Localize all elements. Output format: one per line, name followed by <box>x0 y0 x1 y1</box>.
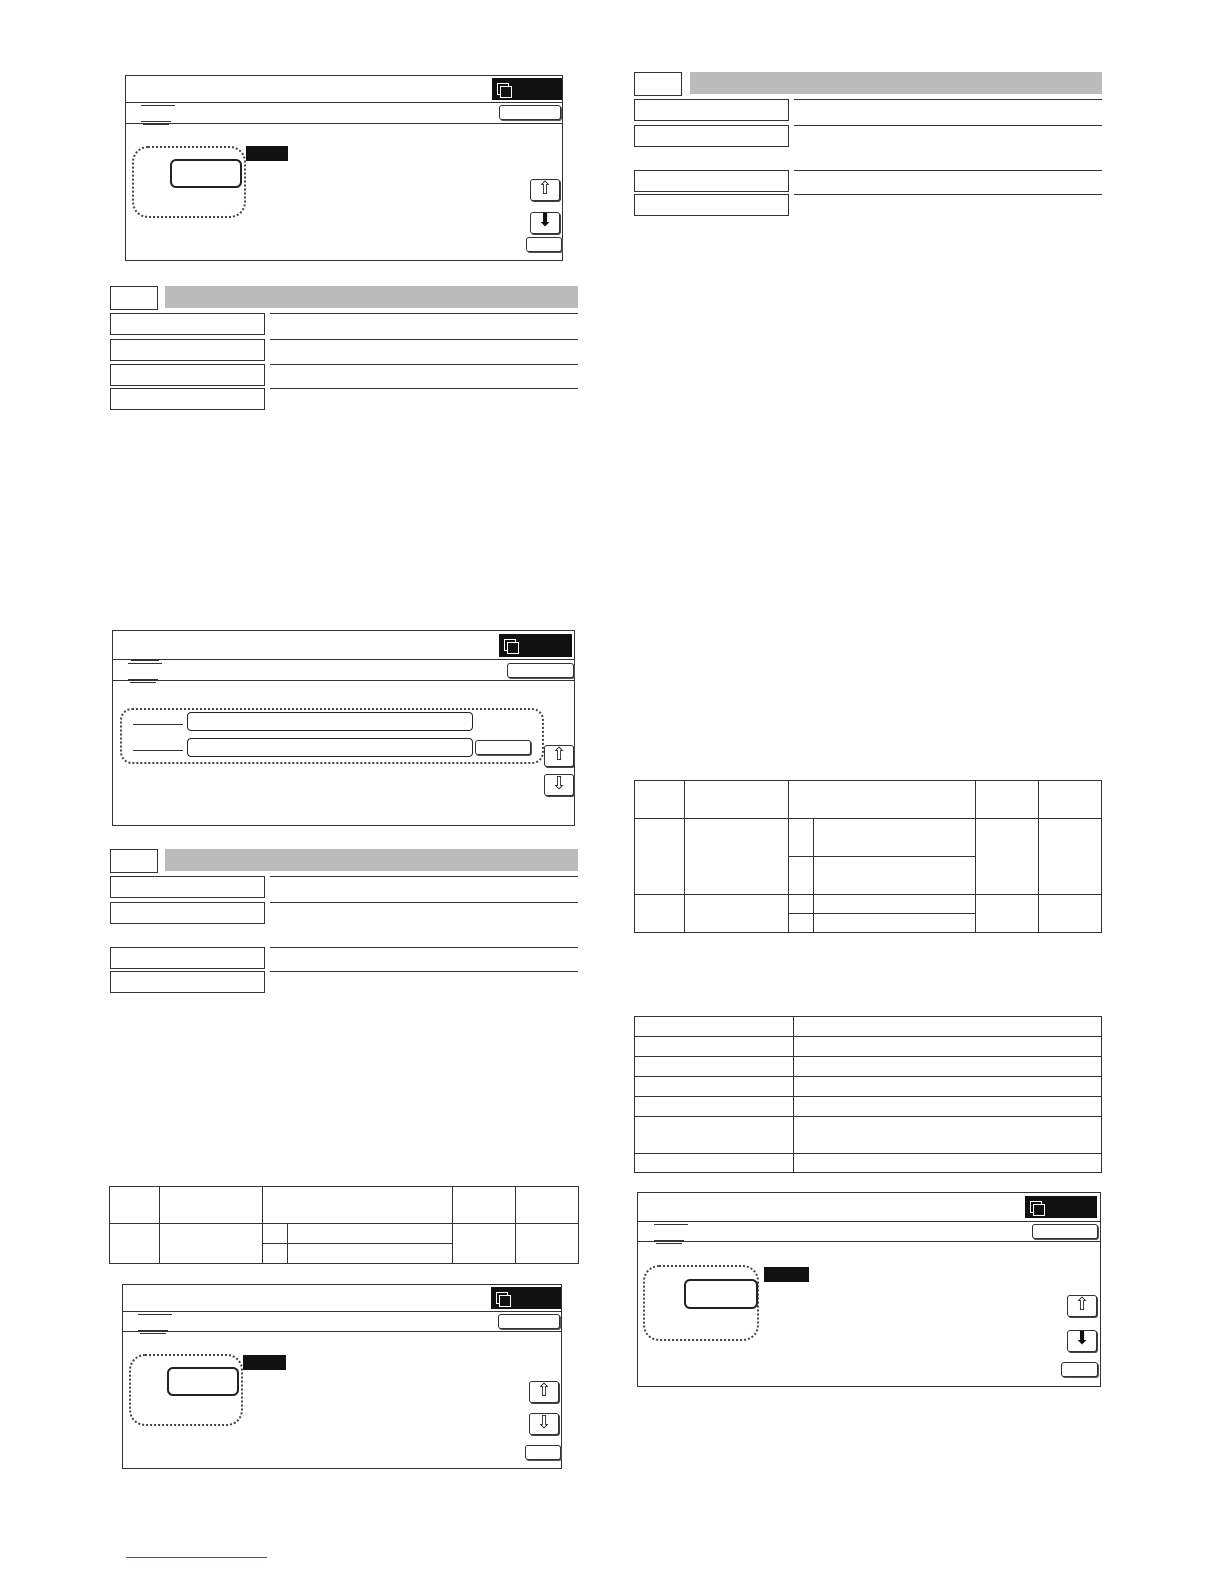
divider <box>123 1331 561 1332</box>
screen-panel-3 <box>122 1284 562 1469</box>
item-label-box <box>634 194 789 216</box>
item-rule <box>794 170 1102 171</box>
header-button[interactable] <box>499 105 561 120</box>
copy-icon <box>497 83 509 95</box>
scroll-up-button[interactable] <box>530 179 560 201</box>
item-rule <box>270 313 578 314</box>
ok-button[interactable] <box>525 1445 561 1460</box>
scroll-down-button[interactable] <box>530 212 560 234</box>
value-box[interactable] <box>170 159 242 188</box>
divider <box>638 1221 1100 1222</box>
item-rule <box>270 364 578 365</box>
field-button[interactable] <box>475 740 531 755</box>
value-box[interactable] <box>684 1279 758 1309</box>
header-button[interactable] <box>498 1314 560 1329</box>
divider <box>638 1241 1100 1242</box>
scroll-down-button[interactable] <box>544 774 574 796</box>
item-label-box <box>110 388 265 410</box>
screen-panel-2 <box>112 630 575 826</box>
copy-icon <box>496 1292 508 1304</box>
paper-stack-icon <box>128 660 162 682</box>
item-rule <box>794 125 1102 126</box>
header-button[interactable] <box>507 663 574 678</box>
section-number-box <box>634 72 682 96</box>
copy-icon <box>504 639 516 651</box>
copy-status-badge <box>491 1287 561 1309</box>
setting-table <box>109 1186 579 1264</box>
item-rule <box>270 388 578 389</box>
screen-panel-4 <box>637 1192 1101 1387</box>
scroll-up-button[interactable] <box>544 745 574 767</box>
item-label-box <box>634 170 789 192</box>
text-field[interactable] <box>187 712 473 731</box>
ok-button[interactable] <box>526 237 562 252</box>
copy-status-badge <box>1025 1196 1097 1218</box>
section-header-bar <box>165 849 578 871</box>
divider <box>126 123 562 124</box>
copy-icon <box>1030 1201 1042 1213</box>
item-label-box <box>110 971 265 993</box>
paper-stack-icon <box>654 1221 688 1243</box>
scroll-down-button[interactable] <box>1067 1330 1097 1352</box>
divider <box>113 680 574 681</box>
item-rule <box>270 339 578 340</box>
item-rule <box>794 194 1102 195</box>
copy-status-badge <box>499 634 572 657</box>
info-table <box>634 1016 1102 1173</box>
highlight-label <box>243 1355 286 1370</box>
section-number-box <box>110 286 158 310</box>
field-label-rule <box>133 724 183 725</box>
screen-panel-1 <box>125 75 563 261</box>
item-rule <box>794 99 1102 100</box>
section-header-bar <box>165 286 578 308</box>
item-label-box <box>110 339 265 361</box>
item-rule <box>270 947 578 948</box>
item-label-box <box>110 364 265 386</box>
header-button[interactable] <box>1032 1224 1098 1239</box>
section-number-box <box>110 849 158 873</box>
item-label-box <box>110 902 265 924</box>
scroll-down-button[interactable] <box>529 1413 559 1435</box>
highlight-label <box>246 146 288 161</box>
item-label-box <box>110 947 265 969</box>
copy-status-badge <box>492 78 562 100</box>
highlight-label <box>764 1267 809 1282</box>
value-box[interactable] <box>167 1367 239 1396</box>
field-label-rule <box>133 750 183 751</box>
paper-stack-icon <box>141 102 175 124</box>
ok-button[interactable] <box>1061 1362 1098 1377</box>
section-header-bar <box>690 72 1102 94</box>
scroll-up-button[interactable] <box>529 1381 559 1403</box>
item-rule <box>270 902 578 903</box>
text-field[interactable] <box>187 738 473 757</box>
divider <box>126 102 562 103</box>
item-label-box <box>110 876 265 898</box>
footer-link[interactable] <box>126 1557 267 1558</box>
item-rule <box>270 971 578 972</box>
divider <box>113 659 574 660</box>
divider <box>123 1311 561 1312</box>
item-rule <box>270 876 578 877</box>
item-label-box <box>634 99 789 121</box>
setting-table <box>634 780 1102 933</box>
scroll-up-button[interactable] <box>1067 1295 1097 1317</box>
paper-stack-icon <box>138 1311 172 1333</box>
item-label-box <box>634 125 789 147</box>
item-label-box <box>110 313 265 335</box>
